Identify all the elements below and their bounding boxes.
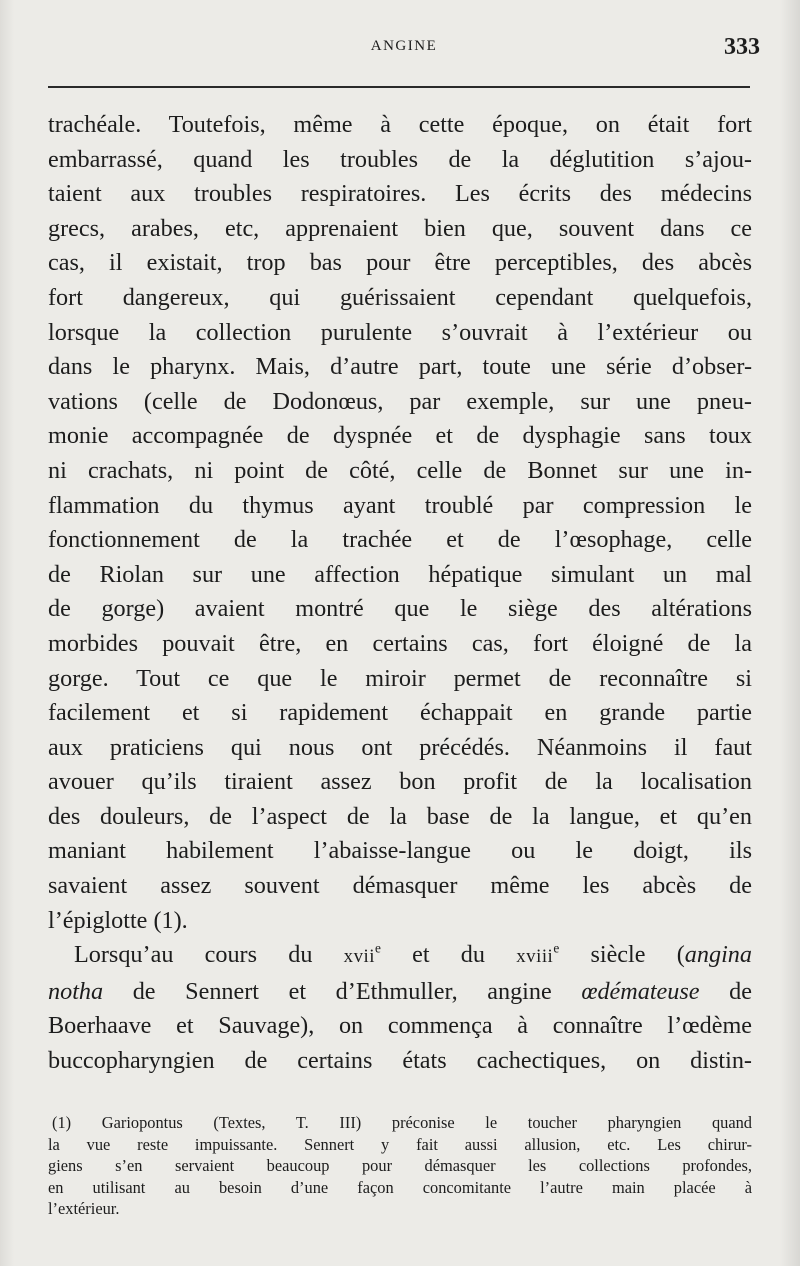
- running-title: ANGINE: [370, 38, 438, 54]
- footnote-line: en utilisant au besoin d’une façon concomitante l’autre main placée à: [48, 1177, 752, 1197]
- header-rule: [48, 86, 750, 88]
- text-line: grecs, arabes, etc, apprenaient bien que, souvent dans ce: [48, 214, 752, 242]
- page-number: 333: [724, 34, 760, 60]
- text-line: l’épiglotte (1).: [48, 906, 188, 934]
- text-line: [48, 938, 752, 975]
- text-line: cas, il existait, trop bas pour être perceptibles, des abcès: [48, 249, 752, 277]
- text-run: de Sennert et d’Ethmuller, angine: [103, 977, 582, 1005]
- text-line: des douleurs, de l’aspect de la base de la langue, et qu’en: [48, 802, 752, 830]
- text-line: taient aux troubles respiratoires. Les écrits des médecins: [48, 180, 752, 208]
- text-run: Lorsqu’au cours du: [74, 941, 344, 969]
- text-run: et du: [380, 941, 517, 969]
- footnote-line: la vue reste impuissante. Sennert y fait aussi allusion, etc. Les chirur-: [48, 1134, 752, 1154]
- italic-term: œdémateuse: [581, 977, 700, 1005]
- text-line: de gorge) avaient montré que le siège des altérations: [48, 595, 752, 623]
- text-line: facilement et si rapidement échappait en grande partie: [48, 699, 752, 727]
- paragraph-2: [48, 938, 752, 1078]
- text-line: dans le pharynx. Mais, d’autre part, toute une série d’obser-: [48, 353, 752, 381]
- text-line: morbides pouvait être, en certains cas, fort éloigné de la: [48, 629, 752, 657]
- footnote-line: (1) Gariopontus (Textes, T. III) préconise le toucher pharyngien quand: [52, 1113, 752, 1132]
- main-text: [48, 108, 752, 1079]
- footnote-line: l’extérieur.: [48, 1199, 120, 1219]
- footnote-line: giens s’en servaient beaucoup pour démasquer les collections profondes,: [48, 1156, 752, 1176]
- text-line: de Riolan sur une affection hépatique simulant un mal: [48, 560, 752, 588]
- text-line: maniant habilement l’abaisse-langue ou le doigt, ils: [48, 837, 752, 865]
- text-line: monie accompagnée de dyspnée et de dysphagie sans toux: [48, 422, 752, 450]
- text-run: siècle (: [559, 941, 685, 969]
- footnote: [48, 1112, 752, 1220]
- superscript: e: [375, 940, 381, 956]
- text-line: Boerhaave et Sauvage), on commença à connaître l’œdème: [48, 1012, 752, 1040]
- running-head: [48, 34, 760, 64]
- text-line: embarrassé, quand les troubles de la déglutition s’ajou-: [48, 145, 752, 173]
- text-line: buccopharyngien de certains états cachectiques, on distin-: [48, 1047, 752, 1075]
- italic-term: notha: [48, 977, 104, 1005]
- superscript: e: [553, 940, 560, 956]
- text-line: gorge. Tout ce que le miroir permet de reconnaître si: [48, 664, 752, 692]
- text-line: savaient assez souvent démasquer même les abcès de: [48, 872, 752, 900]
- text-line: [48, 975, 752, 1010]
- century-numeral: xviii: [516, 946, 554, 968]
- text-run: de: [699, 977, 752, 1005]
- text-line: lorsque la collection purulente s’ouvrait à l’extérieur ou: [48, 318, 752, 346]
- text-line: vations (celle de Dodonœus, par exemple, sur une pneu-: [48, 387, 752, 415]
- text-line: fonctionnement de la trachée et de l’œsophage, celle: [48, 526, 752, 554]
- text-line: trachéale. Toutefois, même à cette époque, on était fort: [48, 111, 752, 138]
- text-line: ni crachats, ni point de côté, celle de Bonnet sur une in-: [48, 456, 752, 484]
- italic-term: angina: [684, 941, 752, 969]
- text-line: flammation du thymus ayant troublé par compression le: [48, 491, 752, 519]
- century-numeral: xvii: [343, 946, 375, 968]
- paragraph-1: [48, 108, 752, 938]
- text-line: avouer qu’ils tiraient assez bon profit de la localisation: [48, 768, 752, 796]
- text-line: aux praticiens qui nous ont précédés. Néanmoins il faut: [48, 733, 752, 761]
- text-line: fort dangereux, qui guérissaient cependant quelquefois,: [48, 283, 752, 311]
